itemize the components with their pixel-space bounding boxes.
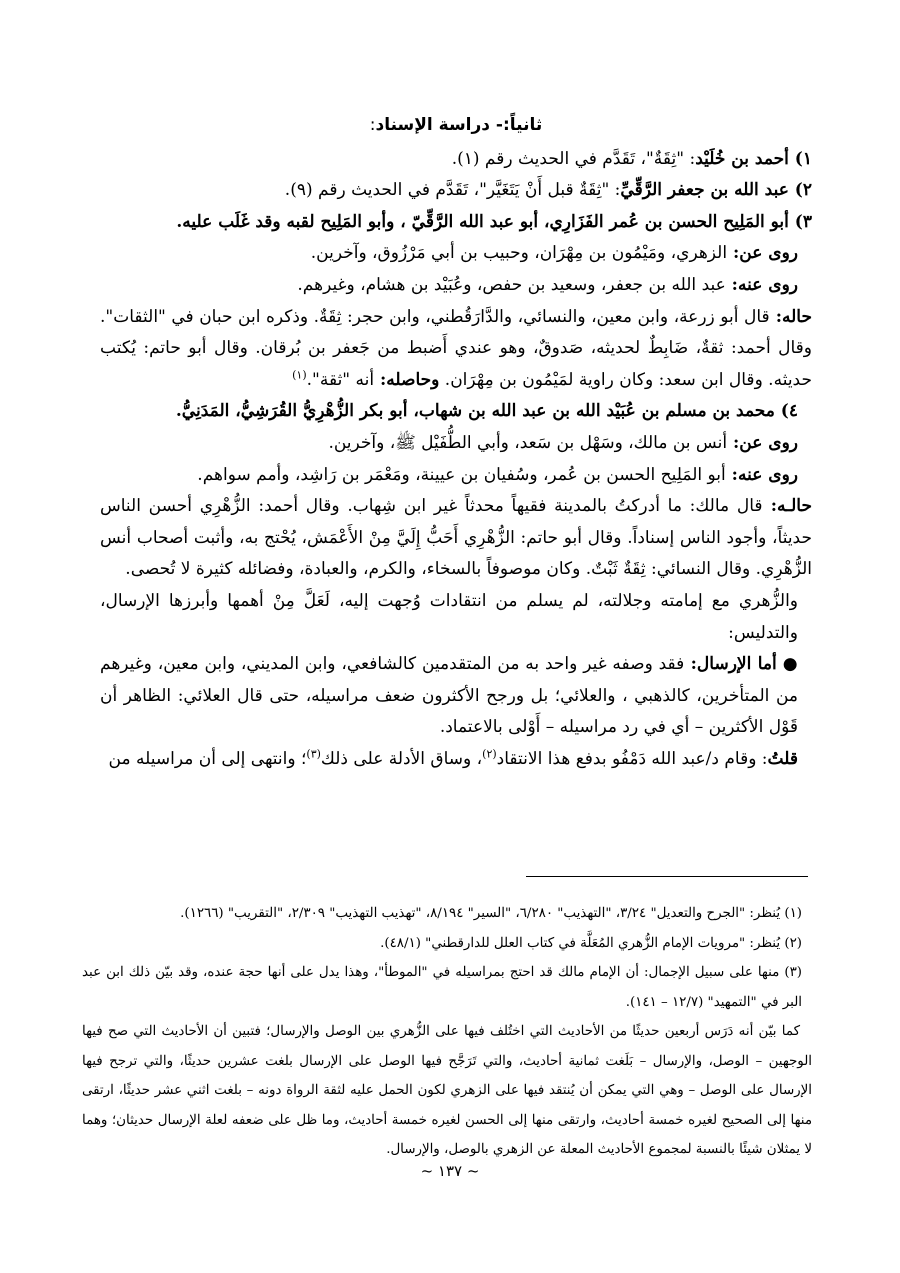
- narrator-4-status: حالـه: قال مالك: ما أدركتُ بالمدينة فقيهاً محدثاً غير ابن شِهاب. وقال أحمد: الزُّهْرِي أحسن الناس حديثاً، وأجود الناس إسناداً. وقال أبو حاتم: الزُّهْرِي أَحَبُّ إِلَيَّ مِنْ الأَعْمَش، يُحْتج به، وأثبت أصحاب أنس الزُّهْرِي. وقال النسائي: ثِقَةٌ ثَبْتٌ. وكان موصوفاً بالسخاء، والكرم، والعبادة، وفضائله كثيرة لا تُحصى.: [100, 496, 812, 580]
- footnote-ref-1: (١): [292, 368, 307, 382]
- narrator-4: ٤) محمد بن مسلم بن عُبَيْد الله بن عبد الله بن شهاب، أبو بكر الزُّهْرِيُّ القُرَشِيُّ، المَدَنِيُّ.: [175, 401, 798, 422]
- footnote-ref-3: (٣): [306, 747, 321, 761]
- narrator-3-students: روى عنه: عبد الله بن جعفر، وسعيد بن حفص، وعُبَيْد بن هشام، وغيرهم.: [297, 274, 798, 295]
- criticism-intro: والزُّهري مع إمامته وجلالته، لم يسلم من انتقادات وُجهت إليه، لَعَلَّ مِنْ أهمها وأبرزها الإرسال، والتدليس:: [100, 590, 798, 643]
- footnote-3: (٣) منها على سبيل الإجمال: أن الإمام مالك قد احتج بمراسيله في "الموطأ"، وهذا يدل على أنها حجة عنده، وقد بيّن ذلك ابن عبد البر في "التمهيد" (١٢/٧ – ١٤١).: [82, 965, 802, 1010]
- narrator-4-students: روى عنه: أبو المَلِيح الحسن بن عُمر، وسُفيان بن عيينة، ومَعْمَر بن رَاشِد، وأمم سواهم.: [197, 464, 798, 485]
- footnote-ref-2: (٢): [482, 747, 497, 761]
- narrator-3-teachers: روى عن: الزهري، ومَيْمُون بن مِهْرَان، وحبيب بن أبي مَرْزُوق، وآخرين.: [310, 243, 798, 264]
- narrator-2: ٢) عبد الله بن جعفر الرَّقِّيِّ: "ثِقَةٌ قبل أَنْ يَتَغَيَّر"، تَقَدَّم في الحديث رقم (٩).: [284, 180, 812, 201]
- bullet-icon: ●: [782, 654, 798, 675]
- narrator-1: ١) أحمد بن خُلَيْد: "ثِقَةٌ"، تَقَدَّم في الحديث رقم (١).: [451, 148, 812, 169]
- main-text: [100, 110, 812, 775]
- narrator-3: ٣) أبو المَلِيح الحسن بن عُمر الفَزَارِي، أبو عبد الله الرَّقِّيّ ، وأبو المَلِيح لقبه وقد غَلَب عليه.: [176, 211, 812, 232]
- footnotes: [82, 899, 812, 1165]
- narrator-4-teachers: روى عن: أنس بن مالك، وسَهْل بن سَعد، وأبي الطُّفَيْل ﷺ، وآخرين.: [328, 432, 798, 453]
- page-number: ~ ١٣٧ ~: [420, 1162, 480, 1180]
- narrator-3-status: حاله: قال أبو زرعة، وابن معين، والنسائي، والدَّارَقُطني، وابن حجر: ثِقَةٌ. وذكره ابن حبان في "الثقات". وقال أحمد: ثقةٌ، ضَابِطٌ لحديثه، صَدوقٌ، وهو عندي أَضبط من جَعفر بن بُرقان. وقال أبو حاتم: يُكتب حديثه. وقال ابن سعد: وكان راوية لمَيْمُون بن مِهْرَان. وحاصله: أنه "ثقة".$^{(١)}$: [100, 306, 812, 390]
- footnote-1: (١) يُنظر: "الجرح والتعديل" ٣/٢٤، "التهذيب" ٦/٢٨٠، "السير" ٨/١٩٤، "تهذيب التهذيب" ٢/٣٠٩، "التقريب" (١٢٦٦).: [180, 906, 802, 921]
- footnote-separator: [526, 876, 808, 877]
- irsal-paragraph: ●أما الإرسال: فقد وصفه غير واحد به من المتقدمين كالشافعي، وابن المديني، وابن معين، وغيرهم من المتأخرين، كالذهبي ، والعلائي؛ بل ورجح الأكثرون ضعف مراسيله، حتى قال العلائي: الظاهر أن قَوْل الأكثرين – أي في رد مراسيله – أَوْلى بالاعتماد.: [100, 654, 798, 738]
- footnote-3-continuation: كما بيّن أنه دَرَس أربعين حديثًا من الأحاديث التي اختُلف فيها على الزُّهري بين الوصل والإرسال؛ فتبين أن الأحاديث التي صح فيها الوجهين – الوصل، والإرسال – بَلَغت ثمانية أحاديث، والتي تَرَجَّح فيها الوصل على الإرسال بلغت عشرين حديثًا، والتي ترجح فيها الإرسال على الوصل – وهي التي يمكن أن يُنتقد فيها على الزهري لكون الحمل عليه لثقة الرواة دونه – بلغت اثني عشر حديثًا، ارتقى منها إلى الصحيح لغيره خمسة أحاديث، وارتقى منها إلى الحسن لغيره خمسة أحاديث، وما ظل على ضعفه لعلة الإرسال حديثان؛ وهما لا يمثلان شيئًا بالنسبة لمجموع الأحاديث المعلة عن الزهري بالوصل، والإرسال.: [82, 1024, 812, 1157]
- qult-paragraph: قلتُ: وقام د/عبد الله دَمْفُو بدفع هذا الانتقاد$^{(٢)}$، وساق الأدلة على ذلك$^{(٣)}$؛ وانتهى إلى أن مراسيله من: [108, 747, 798, 769]
- footnote-2: (٢) يُنظر: "مرويات الإمام الزُّهري المُعَلَّة في كتاب العلل للدارقطني" (٤٨/١).: [380, 935, 802, 951]
- section-heading: ثانياً:- دراسة الإسناد:: [369, 115, 543, 135]
